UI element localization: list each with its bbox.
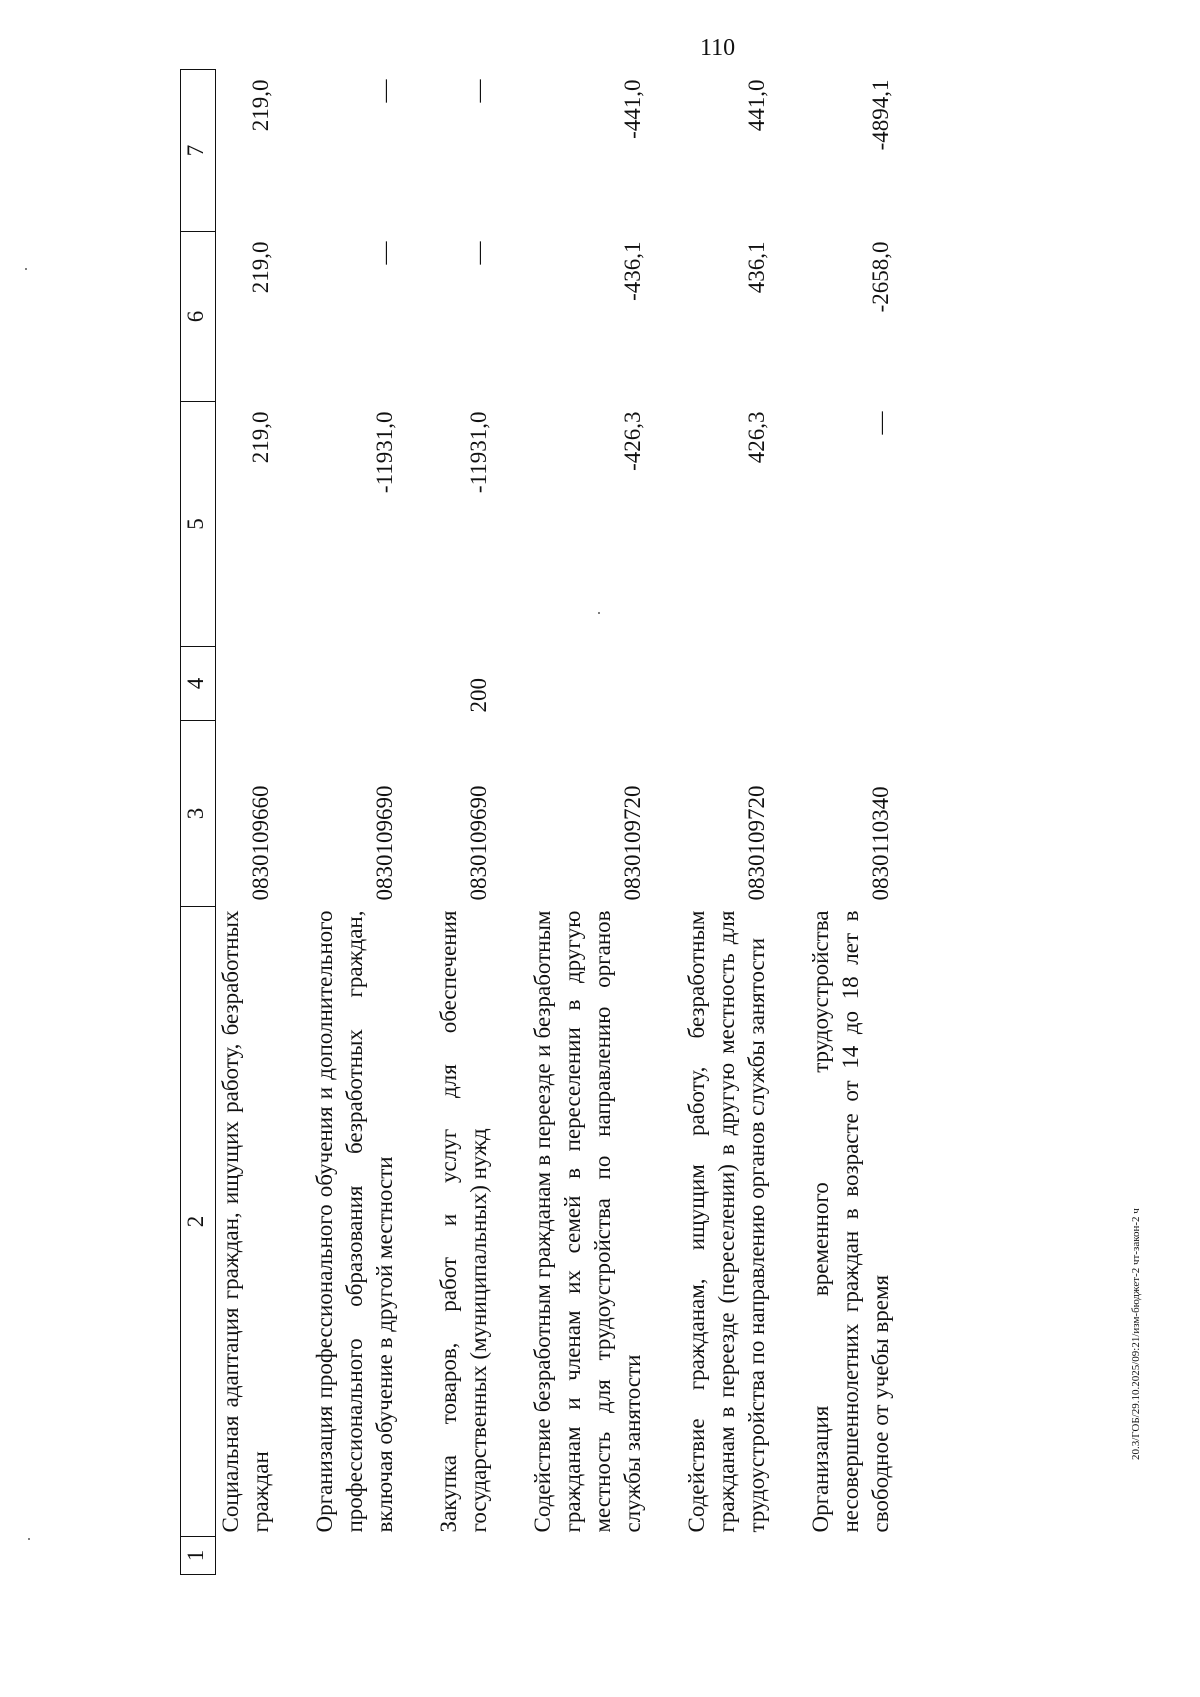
row-spacer <box>276 70 310 1575</box>
value-col6: -2658,0 <box>868 241 893 313</box>
expense-type <box>216 647 277 721</box>
value-col5: 426,3 <box>744 411 769 464</box>
value-col5: — <box>868 411 893 435</box>
table-header-row <box>181 70 216 1575</box>
row-name: Социальная адаптация граждан, ищущих работу, безработных граждан <box>218 910 273 1533</box>
target-article-code: 0830109720 <box>744 785 769 901</box>
table-row <box>806 70 896 1575</box>
column-header: 6 <box>181 232 216 402</box>
column-header: 7 <box>181 70 216 232</box>
expense-type <box>682 647 772 721</box>
scan-speck <box>28 1538 30 1540</box>
budget-table <box>180 69 896 1575</box>
table-row <box>682 70 772 1575</box>
expense-type: 200 <box>466 678 491 713</box>
scan-speck <box>25 268 27 270</box>
expense-type <box>528 647 648 721</box>
value-col5: -11931,0 <box>466 411 491 494</box>
target-article-code: 0830109690 <box>372 785 397 901</box>
column-header: 1 <box>181 1537 216 1575</box>
expense-type <box>310 647 400 721</box>
document-footer-code: 20.3/ГОБ/29.10.2025/09:21/изм-бюджет-2 чт-закон-2 ч <box>1130 1208 1142 1460</box>
value-col7: -4894,1 <box>868 79 893 151</box>
expense-type <box>806 647 896 721</box>
value-col7: 219,0 <box>248 79 273 132</box>
row-name: Содействие гражданам, ищущим работу, безработным гражданам в переезде (переселении) в другую местность для трудоустройства по направлению органов службы занятости <box>684 910 769 1533</box>
row-spacer <box>494 70 528 1575</box>
table-row <box>434 70 494 1575</box>
value-col5: 219,0 <box>248 411 273 464</box>
column-header: 5 <box>181 402 216 647</box>
column-header: 2 <box>181 907 216 1537</box>
target-article-code: 0830110340 <box>868 786 893 901</box>
table-row <box>216 70 277 1575</box>
value-col7: 441,0 <box>744 79 769 132</box>
row-name: Организация профессионального обучения и дополнительного профессионального образования безработных граждан, включая обучение в другой местности <box>312 910 397 1533</box>
table-row <box>528 70 648 1575</box>
page-number: 110 <box>700 35 736 61</box>
value-col7: — <box>466 79 491 103</box>
value-col7: — <box>372 79 397 103</box>
value-col5: -426,3 <box>620 411 645 471</box>
scan-speck <box>598 612 600 614</box>
target-article-code: 0830109660 <box>248 785 273 901</box>
row-spacer <box>648 70 682 1575</box>
table-row <box>310 70 400 1575</box>
rotated-table-canvas <box>180 70 1080 1575</box>
column-header: 4 <box>181 647 216 721</box>
row-name: Закупка товаров, работ и услуг для обеспечения государственных (муниципальных) нужд <box>436 910 491 1533</box>
target-article-code: 0830109690 <box>466 785 491 901</box>
row-spacer <box>772 70 806 1575</box>
value-col6: 436,1 <box>744 241 769 294</box>
value-col5: -11931,0 <box>372 411 397 494</box>
row-name: Организация временного трудоустройства несовершеннолетних граждан в возрасте от 14 до 18 лет в свободное от учебы время <box>808 910 893 1533</box>
value-col6: 219,0 <box>248 241 273 294</box>
value-col6: — <box>372 241 397 265</box>
value-col6: -436,1 <box>620 241 645 301</box>
row-name: Содействие безработным гражданам в переезде и безработным гражданам и членам их семей в переселении в другую местность для трудоустройства по направлению органов службы занятости <box>530 910 645 1533</box>
value-col6: — <box>466 241 491 265</box>
row-spacer <box>400 70 434 1575</box>
column-header: 3 <box>181 721 216 907</box>
value-col7: -441,0 <box>620 79 645 139</box>
target-article-code: 0830109720 <box>620 785 645 901</box>
